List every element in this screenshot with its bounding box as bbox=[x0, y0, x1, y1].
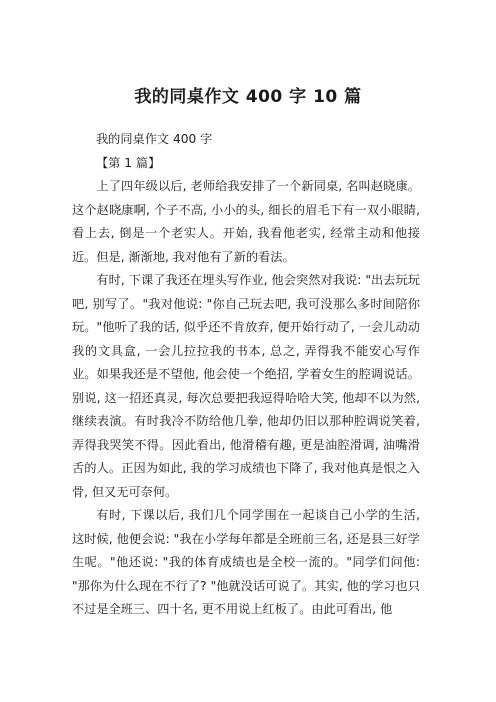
document-subtitle: 我的同桌作文 400 字 bbox=[96, 132, 213, 146]
paragraph-1: 上了四年级以后, 老师给我安排了一个新同桌, 名叫赵晓康。这个赵晓康啊, 个子不高, 小小的头, 细长的眉毛下有一双小眼睛, 看上去, 倒是一个老实人。开始, 我看他老实, 经常主动和他接近。但是, 渐渐地, 我对他有了新的看法。 bbox=[72, 179, 420, 264]
section-label: 【第 1 篇】 bbox=[96, 155, 161, 170]
paragraph-3: 有时, 下课以后, 我们几个同学围在一起谈自己小学的生活, 这时候, 他便会说: "我在小学每年都是全班前三名, 还是县三好学生呢。"他还说: "我的体育成绩也是全校一流的。"同学们问他: "那你为什么现在不行了? "他就没话可说了。其实, 他的学习也只不过是全班三、四十名, 更不用说上红板了。由此可看出, 他 bbox=[72, 508, 420, 616]
paragraph-2: 有时, 下课了我还在埋头写作业, 他会突然对我说: "出去玩玩吧, 别写了。"我对他说: "你自己玩去吧, 我可没那么多时间陪你玩。"他听了我的话, 似乎还不肯放弃, 便开始行动了, 一会儿动动我的文具盒, 一会儿拉拉我的书本, 总之, 弄得我不能安心写作业。如果我还是不望他, 他会使一个绝招, 学着女生的腔调说话。别说, 这一招还真灵, 每次总要把我逗得哈哈大笑, 他却不以为然, 继续表演。有时我冷不防给他几拳, 他却仍旧以那种腔调说笑着, 弄得我哭笑不得。因此看出, 他滑稽有趣, 更是油腔滑调, 油嘴滑舌的人。正因为如此, 我的学习成绩也下降了, 我对他真是恨之入骨, 但又无可奈何。 bbox=[72, 273, 420, 499]
document-title: 我的同桌作文 400 字 10 篇 bbox=[134, 87, 362, 107]
